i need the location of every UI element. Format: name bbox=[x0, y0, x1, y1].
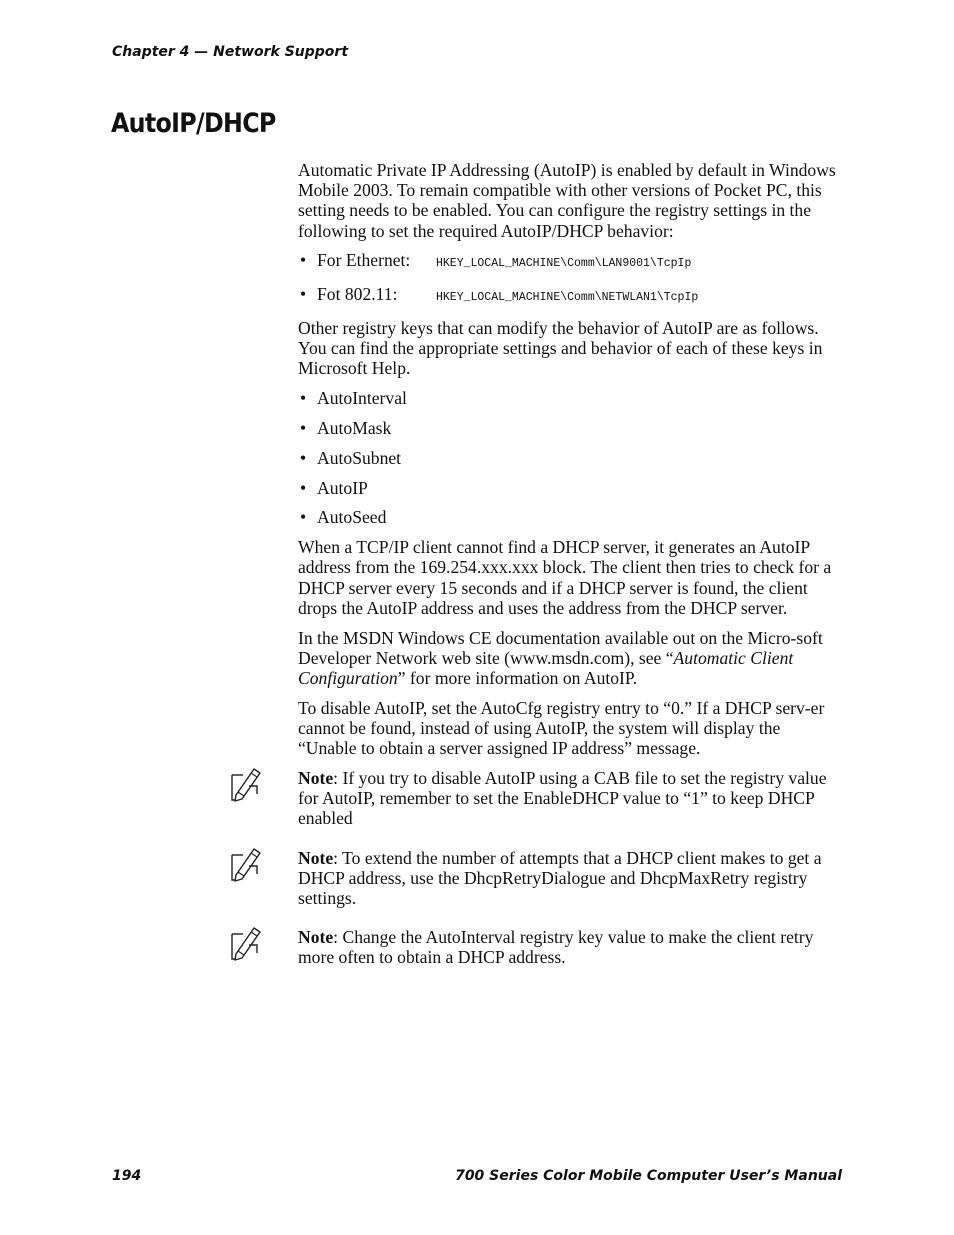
msdn-paragraph bbox=[298, 628, 843, 689]
section-title: AutoIP/DHCP bbox=[111, 108, 276, 139]
note-pencil-icon bbox=[223, 844, 263, 884]
note-text: : To extend the number of attempts that a DHCP client makes to get a DHCP address, use the DhcpRetryDialogue and DhcpMaxRetry registry settings. bbox=[298, 847, 822, 909]
note-text: : Change the AutoInterval registry key value to make the client retry more often to obtain a DHCP address. bbox=[298, 927, 814, 968]
page-number: 194 bbox=[112, 1168, 142, 1184]
intro-paragraph: Automatic Private IP Addressing (AutoIP) is enabled by default in Windows Mobile 2003. To remain compatible with other versions of Pocket PC, this setting needs to be enabled. You can configure the registry settings in the following to set the required AutoIP/DHCP behavior: bbox=[298, 160, 836, 241]
registry-key: HKEY_LOCAL_MACHINE\Comm\NETWLAN1\TcpIp bbox=[436, 291, 699, 305]
list-item: • AutoSubnet bbox=[298, 448, 843, 468]
registry-item-label: For Ethernet: bbox=[317, 250, 411, 271]
manual-title: 700 Series Color Mobile Computer User’s Manual bbox=[455, 1168, 842, 1184]
registry-key: HKEY_LOCAL_MACHINE\Comm\LAN9001\TcpIp bbox=[436, 257, 692, 271]
other-keys-paragraph: Other registry keys that can modify the behavior of AutoIP are as follows. You can find the appropriate settings and behavior of each of these keys in Microsoft Help. bbox=[298, 318, 823, 379]
registry-item-label: Fot 802.11: bbox=[317, 284, 398, 305]
msdn-topic-title: Automatic Client Configuration bbox=[298, 647, 794, 688]
note-text: : If you try to disable AutoIP using a CAB file to set the registry value for AutoIP, remember to set the EnableDHCP value to “1” to keep DHCP enabled bbox=[298, 768, 827, 829]
msdn-text-before: In the MSDN Windows CE documentation available out on the Micro-soft Developer Network web site (www.msdn.com), see “ bbox=[298, 627, 823, 668]
running-head: Chapter 4 — Network Support bbox=[112, 44, 349, 60]
note-pencil-icon bbox=[223, 923, 263, 963]
dhcp-paragraph: When a TCP/IP client cannot find a DHCP server, it generates an AutoIP address from the 169.254.xxx.xxx block. The client then tries to check for a DHCP server every 15 seconds and if a DHCP server is found, the client drops the AutoIP address and uses the address from the DHCP server. bbox=[298, 537, 832, 618]
note-1 bbox=[298, 768, 843, 829]
registry-list bbox=[298, 250, 843, 308]
note-2 bbox=[298, 848, 843, 909]
body-text bbox=[298, 160, 843, 987]
list-item: • AutoIP bbox=[298, 478, 843, 498]
note-label: Note bbox=[298, 847, 334, 868]
registry-item-ethernet bbox=[298, 250, 843, 274]
note-label: Note bbox=[298, 768, 334, 788]
note-3 bbox=[298, 927, 843, 967]
disable-paragraph: To disable AutoIP, set the AutoCfg registry entry to “0.” If a DHCP serv-er cannot be found, instead of using AutoIP, the system will display the “Unable to obtain a server assigned IP address” message. bbox=[298, 697, 825, 759]
note-pencil-icon bbox=[223, 764, 263, 804]
note-label: Note bbox=[298, 927, 334, 948]
list-item: • AutoMask bbox=[298, 418, 843, 438]
other-keys-list bbox=[298, 388, 843, 527]
list-item: • AutoInterval bbox=[298, 388, 843, 408]
msdn-text-after: ” for more information on AutoIP. bbox=[397, 668, 638, 688]
registry-item-80211 bbox=[298, 284, 843, 308]
list-item: • AutoSeed bbox=[298, 507, 843, 527]
